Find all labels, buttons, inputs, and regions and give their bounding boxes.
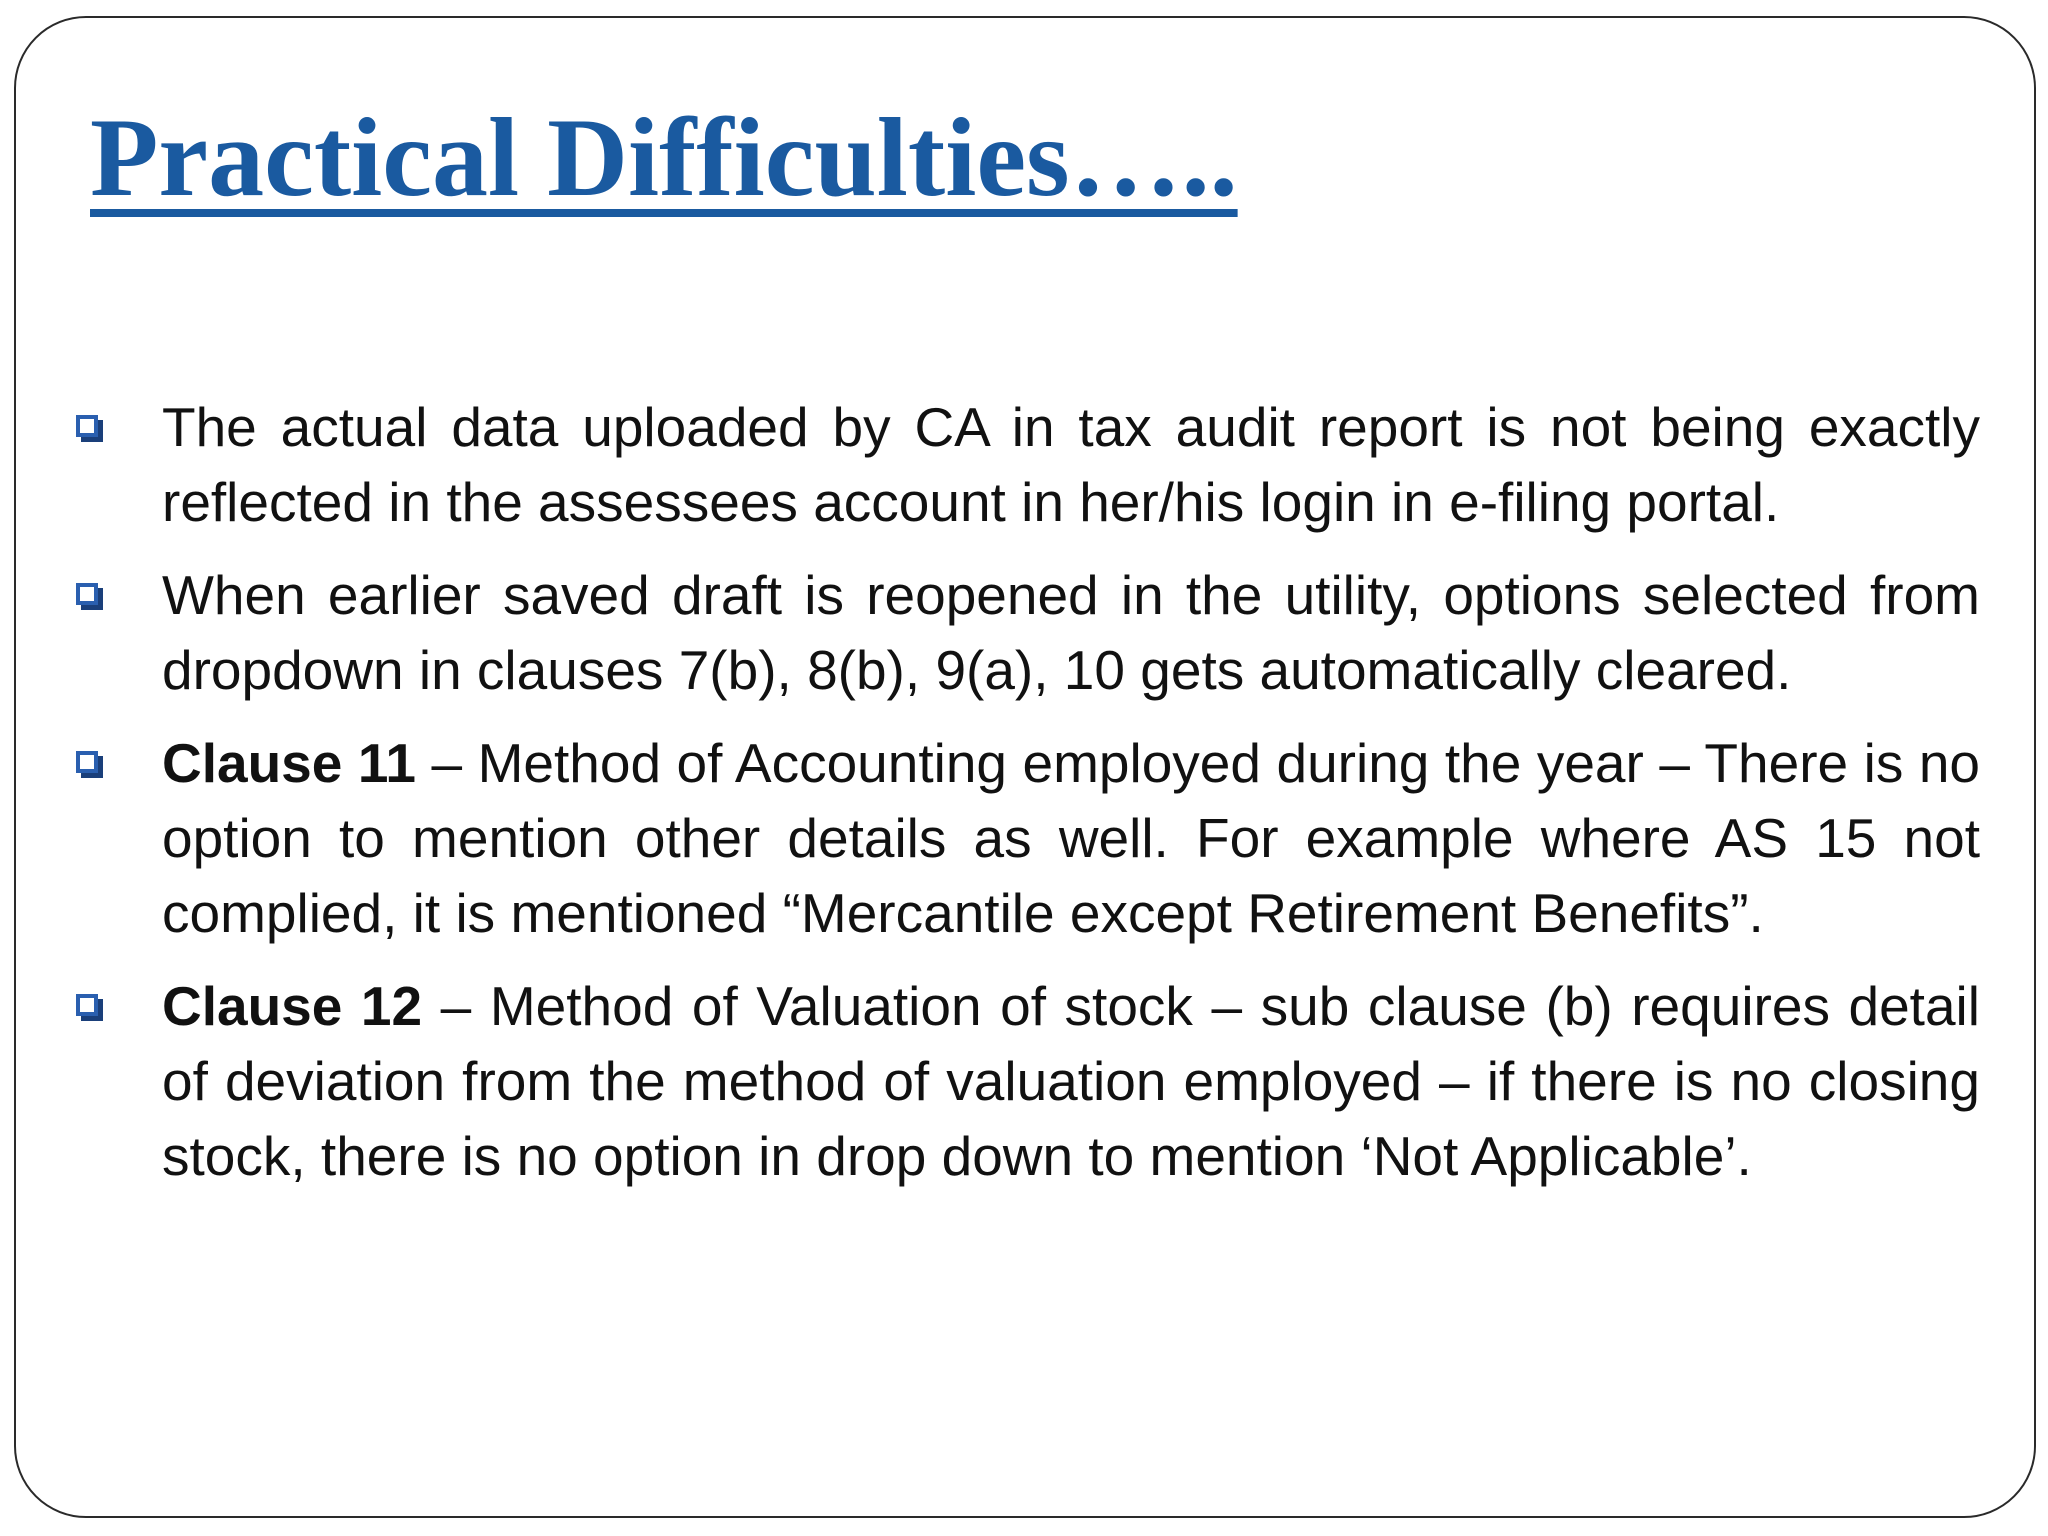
bullet-text: The actual data uploaded by CA in tax audit report is not being exactly reflected in the assessees account in her/his login in e-filing portal.: [162, 396, 1980, 533]
bullet-item-2: [72, 558, 1980, 708]
checkbox-square-icon: [76, 751, 98, 773]
bullet-text: When earlier saved draft is reopened in the utility, options selected from dropdown in clauses 7(b), 8(b), 9(a), 10 gets automatically cleared.: [162, 564, 1980, 701]
bullet-lead: Clause 12: [162, 975, 423, 1037]
slide-frame: [14, 16, 2036, 1518]
bullet-text: – Method of Accounting employed during the year – There is no option to mention other details as well. For example where AS 15 not complied, it is mentioned “Mercantile except Retirement Benefits”.: [162, 732, 1980, 944]
bullet-lead: Clause 11: [162, 732, 417, 794]
checkbox-square-icon: [76, 994, 98, 1016]
bullet-item-1: [72, 390, 1980, 540]
bullet-item-4: [72, 969, 1980, 1194]
slide-title-text: Practical Difficulties…..: [90, 96, 1238, 220]
checkbox-square-icon: [76, 583, 98, 605]
bullet-text: – Method of Valuation of stock – sub clause (b) requires detail of deviation from the method of valuation employed – if there is no closing stock, there is no option in drop down to mention ‘Not Applicable’.: [162, 975, 1980, 1187]
bullet-list: [72, 390, 1980, 1212]
checkbox-square-icon: [76, 415, 98, 437]
bullet-item-3: [72, 726, 1980, 951]
slide-title: [90, 96, 1238, 220]
